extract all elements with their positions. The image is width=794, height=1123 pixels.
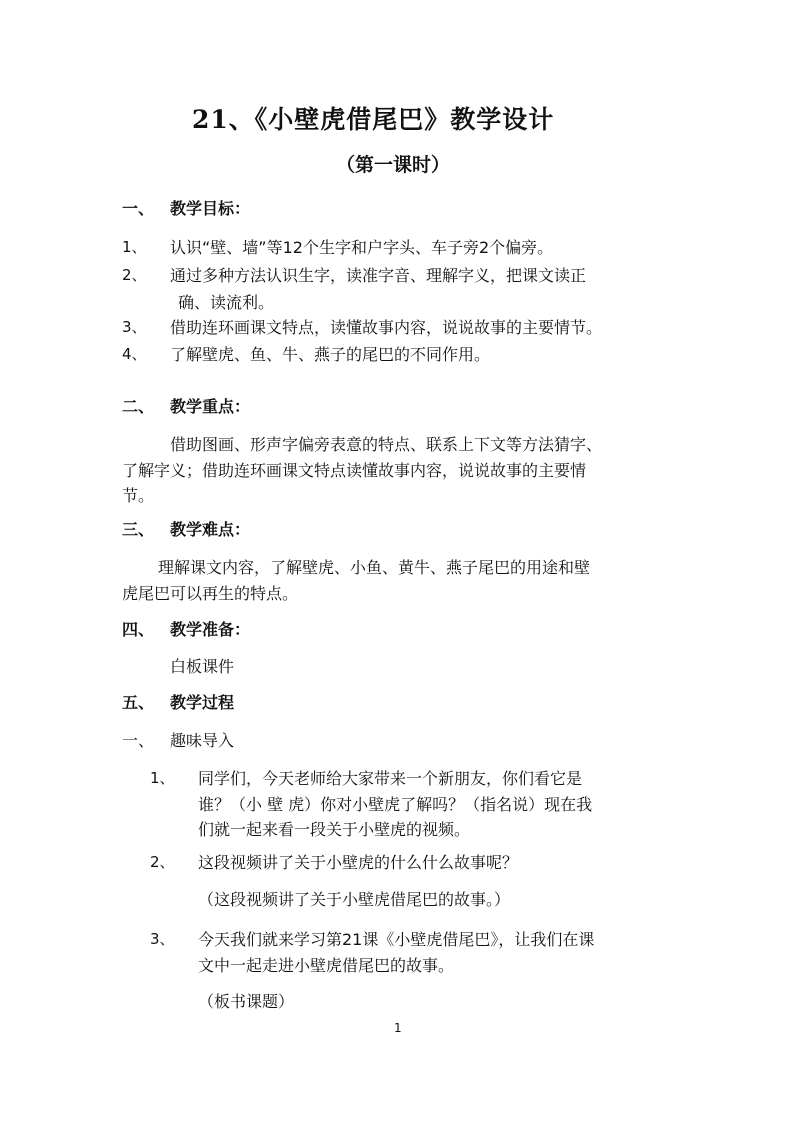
goal-number: 2、 — [122, 266, 147, 284]
section-number-preparation: 四、 — [122, 620, 155, 639]
goal-text: 确、读流利。 — [178, 293, 275, 312]
goal-text: 通过多种方法认识生字，读准字音、理解字义，把课文读正 — [170, 266, 587, 285]
document-subtitle: （第一课时） — [336, 154, 451, 176]
goal-number: 1、 — [122, 238, 147, 256]
section-heading-goals: 教学目标： — [170, 199, 251, 218]
step-text: 文中一起走进小壁虎借尾巴的故事。 — [198, 956, 455, 975]
goal-text: 认识“壁、墙”等12个生字和户字头、车子旁2个偏旁。 — [170, 238, 554, 257]
step-text: 同学们，今天老师给大家带来一个新朋友，你们看它是 — [198, 769, 583, 788]
preparation-text: 白板课件 — [170, 657, 235, 676]
key-points-text: 借助图画、形声字偏旁表意的特点、联系上下文等方法猜字、 — [170, 435, 603, 454]
difficulties-text: 理解课文内容，了解壁虎、小鱼、黄牛、燕子尾巴的用途和壁 — [158, 558, 591, 577]
subsection-number: 一、 — [122, 731, 155, 750]
subsection-heading: 趣味导入 — [170, 731, 235, 750]
step-answer: （这段视频讲了关于小壁虎借尾巴的故事。） — [198, 890, 511, 909]
step-number: 1、 — [150, 769, 175, 787]
goal-number: 3、 — [122, 318, 147, 336]
step-text: 们就一起来看一段关于小壁虎的视频。 — [198, 820, 471, 839]
step-text: 这段视频讲了关于小壁虎的什么什么故事呢？ — [198, 853, 519, 872]
goal-number: 4、 — [122, 345, 147, 363]
key-points-text: 节。 — [122, 486, 155, 505]
goal-text: 借助连环画课文特点，读懂故事内容，说说故事的主要情节。 — [170, 318, 603, 337]
section-heading-preparation: 教学准备： — [170, 620, 251, 639]
document-title: 21、《小壁虎借尾巴》教学设计 — [192, 105, 555, 134]
section-number-process: 五、 — [122, 693, 155, 712]
step-text: 今天我们就来学习第21课《小壁虎借尾巴》，让我们在课 — [198, 930, 595, 949]
step-number: 3、 — [150, 930, 175, 948]
step-number: 2、 — [150, 853, 175, 871]
section-number-difficulties: 三、 — [122, 520, 155, 539]
page-number: 1 — [394, 1021, 402, 1035]
section-number-key-points: 二、 — [122, 397, 155, 416]
step-text: 谁？（小 壁 虎）你对小壁虎了解吗？（指名说）现在我 — [198, 795, 593, 814]
section-heading-difficulties: 教学难点： — [170, 520, 251, 539]
step-note: （板书课题） — [198, 992, 295, 1011]
section-heading-process: 教学过程 — [170, 693, 235, 712]
goal-text: 了解壁虎、鱼、牛、燕子的尾巴的不同作用。 — [170, 345, 491, 364]
section-heading-key-points: 教学重点： — [170, 397, 251, 416]
difficulties-text: 虎尾巴可以再生的特点。 — [122, 584, 299, 603]
key-points-text: 了解字义；借助连环画课文特点读懂故事内容，说说故事的主要情 — [122, 461, 587, 480]
section-number-goals: 一、 — [122, 199, 155, 218]
